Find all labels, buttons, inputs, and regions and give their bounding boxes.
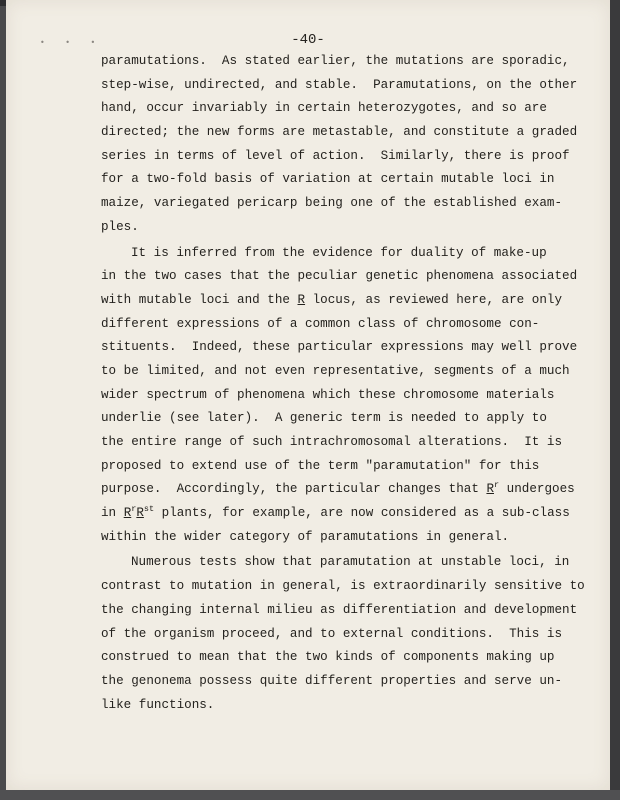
- gene-symbol-r: R: [136, 506, 144, 521]
- text-line: [101, 502, 570, 526]
- text-fragment: in: [101, 506, 124, 521]
- scan-frame-right: [610, 0, 620, 800]
- text-line: [101, 289, 563, 313]
- text-line: the genonema possess quite different properties and serve un-: [101, 673, 563, 688]
- paragraph-1: [101, 50, 578, 240]
- text-line: directed; the new forms are metastable, and constitute a graded: [101, 125, 578, 140]
- text-line: proposed to extend use of the term "paramutation" for this: [101, 458, 540, 473]
- text-fragment: purpose. Accordingly, the particular changes that: [101, 482, 487, 497]
- text-fragment: with mutable loci and the: [101, 292, 298, 307]
- text-line: contrast to mutation in general, is extraordinarily sensitive to: [101, 579, 585, 594]
- paragraph-3: [101, 551, 585, 717]
- text-line: ples.: [101, 219, 139, 234]
- text-line: paramutations. As stated earlier, the mutations are sporadic,: [101, 54, 570, 68]
- text-line: to be limited, and not even representative, segments of a much: [101, 363, 570, 378]
- gene-symbol-r: R: [123, 506, 132, 521]
- text-line: hand, occur invariably in certain heterozygotes, and so are: [101, 101, 547, 116]
- text-line: within the wider category of paramutations in general.: [101, 529, 510, 544]
- text-line: for a two-fold basis of variation at certain mutable loci in: [101, 172, 555, 187]
- text-line: It is inferred from the evidence for duality of make-up: [131, 245, 547, 260]
- allele-superscript: r: [131, 504, 137, 515]
- gene-symbol-r: R: [486, 482, 494, 497]
- text-fragment: locus, as reviewed here, are only: [305, 292, 563, 307]
- punch-hole-marks: • • •: [40, 38, 105, 47]
- scan-frame-bottom: [0, 790, 620, 800]
- text-line: like functions.: [101, 697, 215, 712]
- text-line: step-wise, undirected, and stable. Paramutations, on the other: [101, 77, 578, 92]
- allele-superscript: st: [143, 504, 155, 515]
- text-line: [101, 478, 575, 502]
- text-fragment: undergoes: [499, 482, 575, 497]
- gene-symbol-r: R: [297, 292, 306, 307]
- text-line: series in terms of level of action. Similarly, there is proof: [101, 148, 570, 163]
- document-page: [6, 0, 610, 790]
- text-fragment: plants, for example, are now considered as a sub-class: [154, 506, 570, 521]
- text-line: stituents. Indeed, these particular expressions may well prove: [101, 340, 578, 355]
- text-line: different expressions of a common class of chromosome con-: [101, 316, 540, 331]
- text-line: Numerous tests show that paramutation at unstable loci, in: [131, 555, 570, 570]
- page-number: -40-: [291, 32, 325, 48]
- text-line: underlie (see later). A generic term is needed to apply to: [101, 411, 547, 426]
- body-text: [101, 50, 585, 717]
- text-line: maize, variegated pericarp being one of the established exam-: [101, 196, 563, 211]
- text-line: of the organism proceed, and to external conditions. This is: [101, 626, 563, 641]
- allele-superscript: r: [494, 480, 500, 491]
- text-line: in the two cases that the peculiar genetic phenomena associated: [101, 269, 578, 284]
- text-line: construed to mean that the two kinds of components making up: [101, 650, 555, 665]
- paragraph-2: [101, 242, 578, 550]
- text-line: the entire range of such intrachromosomal alterations. It is: [101, 435, 563, 449]
- text-line: wider spectrum of phenomena which these chromosome materials: [101, 387, 555, 402]
- text-line: the changing internal milieu as differentiation and development: [101, 602, 578, 617]
